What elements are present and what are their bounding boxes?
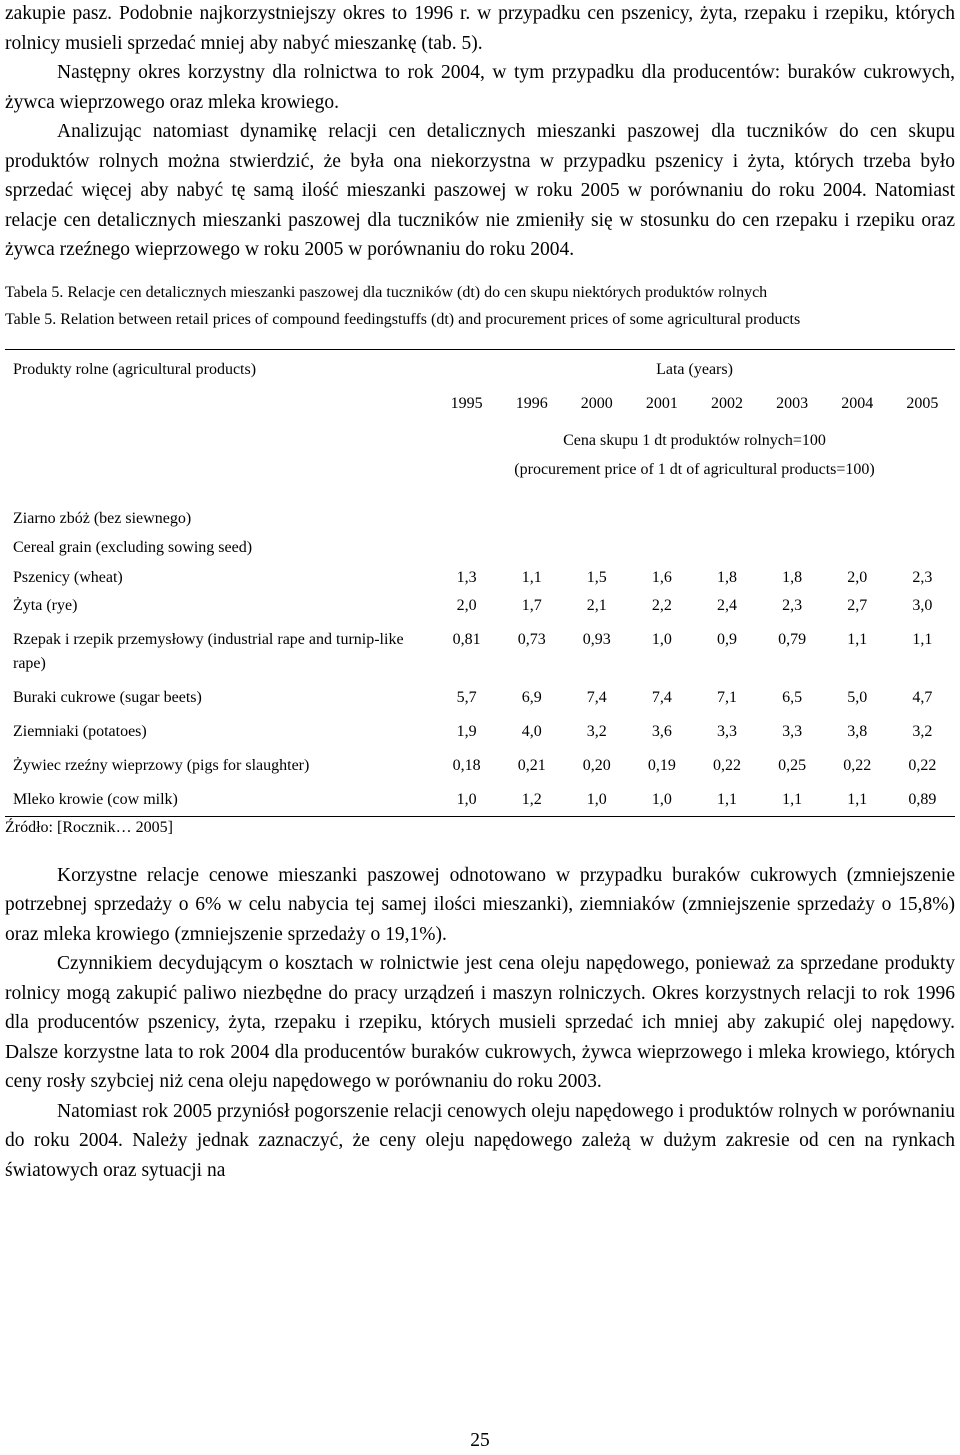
row-label: Ziemniaki (potatoes) <box>13 722 147 740</box>
cell-value: 4,7 <box>912 688 933 706</box>
cell-value: 0,79 <box>778 630 807 648</box>
group-label-pl: Ziarno zbóż (bez siewnego) <box>13 509 192 527</box>
cell-value: 1,0 <box>629 778 694 817</box>
cell-value: 1,2 <box>499 778 564 817</box>
body-paragraph-1: Korzystne relacje cenowe mieszanki paszowej odnotowano w przypadku buraków cukrowych (zmniejszenie potrzebnej sprzedaży o 6% w celu nabycia tej samej ilości mieszanki), ziemniaków (zmniejszenie sprzedaży o 15,8%) oraz mleka krowiego (zmniejszenie sprzedaży o 19,1%). <box>5 864 955 945</box>
cell-value: 1,1 <box>694 778 759 817</box>
cell-value: 2,7 <box>847 596 868 614</box>
table-caption-pl: Tabela 5. Relacje cen detalicznych mieszanki paszowej dla tuczników (dt) do cen skupu niektórych produktów rolnych <box>5 283 768 301</box>
cell-value: 0,22 <box>908 756 937 774</box>
table-row <box>5 710 955 744</box>
cell-value: 0,21 <box>517 756 546 774</box>
cell-value: 4,0 <box>521 722 542 740</box>
cell-value: 1,0 <box>434 778 499 817</box>
cell-value: 1,8 <box>717 568 738 586</box>
cell-value: 1,5 <box>586 568 607 586</box>
cell-value: 1,0 <box>651 630 672 648</box>
body-text <box>5 861 955 1186</box>
cell-value: 2,3 <box>782 596 803 614</box>
unit-note <box>434 416 955 484</box>
cell-value: 2,1 <box>586 596 607 614</box>
row-label: Mleko krowie (cow milk) <box>5 778 434 817</box>
cell-value: 0,81 <box>452 630 481 648</box>
intro-text <box>5 0 955 265</box>
year-header: 1995 <box>450 394 483 412</box>
page-number: 25 <box>470 1430 490 1451</box>
cell-value: 0,19 <box>647 756 676 774</box>
cell-value: 2,0 <box>456 596 477 614</box>
year-header: 2003 <box>776 394 809 412</box>
cell-value: 1,3 <box>456 568 477 586</box>
cell-value: 0,18 <box>452 756 481 774</box>
cell-value: 3,2 <box>912 722 933 740</box>
intro-paragraph-3: Analizując natomiast dynamikę relacji cen detalicznych mieszanki paszowej dla tuczników do cen skupu produktów rolnych można stwierdzić, że była ona niekorzystna w przypadku pszenicy i żyta, których trzeba było sprzedać więcej aby nabyć tę samą ilość mieszanki paszowej w roku 2005 w porównaniu do roku 2004. Natomiast relacje cen detalicznych mieszanki paszowej dla tuczników nie zmieniły się w stosunku do cen rzepaku i rzepiku oraz żywca rzeźnego wieprzowego w roku 2005 w porównaniu do roku 2004. <box>5 121 955 260</box>
cell-value: 3,3 <box>782 722 803 740</box>
row-label: Żywiec rzeźny wieprzowy (pigs for slaughter) <box>13 756 310 774</box>
table-caption-en: Table 5. Relation between retail prices of compound feedingstuffs (dt) and procurement prices of some agricultural products <box>5 310 801 328</box>
table-row <box>5 562 955 590</box>
cell-value: 0,25 <box>778 756 807 774</box>
cell-value: 1,6 <box>651 568 672 586</box>
header-years: Lata (years) <box>656 360 733 378</box>
cell-value: 1,1 <box>912 630 933 648</box>
intro-paragraph-2: Następny okres korzystny dla rolnictwa to rok 2004, w tym przypadku dla producentów: buraków cukrowych, żywca wieprzowego oraz mleka krowiego. <box>5 62 955 113</box>
header-products: Produkty rolne (agricultural products) <box>13 360 257 378</box>
cell-value: 5,7 <box>456 688 477 706</box>
cell-value: 1,1 <box>847 630 868 648</box>
cell-value: 3,8 <box>847 722 868 740</box>
row-label: Rzepak i rzepik przemysłowy (industrial rape and turnip-like rape) <box>13 630 404 672</box>
cell-value: 1,1 <box>521 568 542 586</box>
cell-value: 0,93 <box>582 630 611 648</box>
row-label: Pszenicy (wheat) <box>13 568 123 586</box>
table-source: Źródło: [Rocznik… 2005] <box>5 818 173 836</box>
group-label-en: Cereal grain (excluding sowing seed) <box>13 538 253 556</box>
cell-value: 2,3 <box>912 568 933 586</box>
intro-paragraph-1: zakupie pasz. Podobnie najkorzystniejszy okres to 1996 r. w przypadku cen pszenicy, żyta, rzepaku i rzepiku, których rolnicy musieli sprzedać mniej aby nabyć mieszankę (tab. 5). <box>5 3 955 54</box>
price-relations-table <box>5 349 955 817</box>
table-row <box>5 676 955 710</box>
cell-value: 1,9 <box>456 722 477 740</box>
table-row <box>5 744 955 778</box>
cell-value: 2,0 <box>847 568 868 586</box>
cell-value: 7,4 <box>651 688 672 706</box>
document-page <box>5 0 955 1185</box>
body-paragraph-2: Czynnikiem decydującym o kosztach w rolnictwie jest cena oleju napędowego, ponieważ za sprzedane produkty rolnicy mogą zakupić paliwo niezbędne do pracy urządzeń i maszyn rolniczych. Okres korzystnych relacji to rok 1996 dla producentów pszenicy, żyta, rzepaku i rzepiku, których musieli sprzedać ich mniej aby zakupić olej napędowy. Dalsze korzystne lata to rok 2004 dla producentów buraków cukrowych, żywca wieprzowego i mleka krowiego, których ceny rosły szybciej niż cena oleju napędowego w porównaniu do roku 2003. <box>5 953 955 1092</box>
year-header: 2002 <box>711 394 744 412</box>
cell-value: 0,73 <box>517 630 546 648</box>
cell-value: 0,22 <box>843 756 872 774</box>
cell-value: 7,1 <box>717 688 738 706</box>
cell-value: 5,0 <box>847 688 868 706</box>
year-header: 2005 <box>906 394 939 412</box>
year-header: 2000 <box>580 394 613 412</box>
body-paragraph-3: Natomiast rok 2005 przyniósł pogorszenie relacji cenowych oleju napędowego i produktów rolnych w porównaniu do roku 2004. Należy jednak zaznaczyć, że ceny oleju napędowego zależą w dużym zakresie od cen na rynkach światowych oraz sytuacji na <box>5 1100 955 1181</box>
cell-value: 1,8 <box>782 568 803 586</box>
cell-value: 3,0 <box>912 596 933 614</box>
cell-value: 6,5 <box>782 688 803 706</box>
cell-value: 3,3 <box>717 722 738 740</box>
unit-note-line-1: Cena skupu 1 dt produktów rolnych=100 <box>563 431 826 449</box>
cell-value: 0,20 <box>582 756 611 774</box>
cell-value: 2,2 <box>651 596 672 614</box>
cell-value: 1,0 <box>564 778 629 817</box>
table-row <box>5 618 955 676</box>
unit-note-line-2: (procurement price of 1 dt of agricultural products=100) <box>514 460 875 478</box>
year-header: 2004 <box>841 394 874 412</box>
cell-value: 7,4 <box>586 688 607 706</box>
row-label: Buraki cukrowe (sugar beets) <box>13 688 202 706</box>
cell-value: 3,2 <box>586 722 607 740</box>
cell-value: 0,22 <box>713 756 742 774</box>
cell-value: 1,7 <box>521 596 542 614</box>
table-row <box>5 778 955 817</box>
cell-value: 6,9 <box>521 688 542 706</box>
year-header: 2001 <box>645 394 678 412</box>
table-row <box>5 590 955 618</box>
cell-value: 0,89 <box>890 778 955 817</box>
group-label <box>5 484 955 562</box>
cell-value: 1,1 <box>760 778 825 817</box>
row-label: Żyta (rye) <box>13 596 78 614</box>
cell-value: 1,1 <box>825 778 890 817</box>
year-header: 1996 <box>515 394 548 412</box>
cell-value: 0,9 <box>717 630 738 648</box>
cell-value: 3,6 <box>651 722 672 740</box>
cell-value: 2,4 <box>717 596 738 614</box>
